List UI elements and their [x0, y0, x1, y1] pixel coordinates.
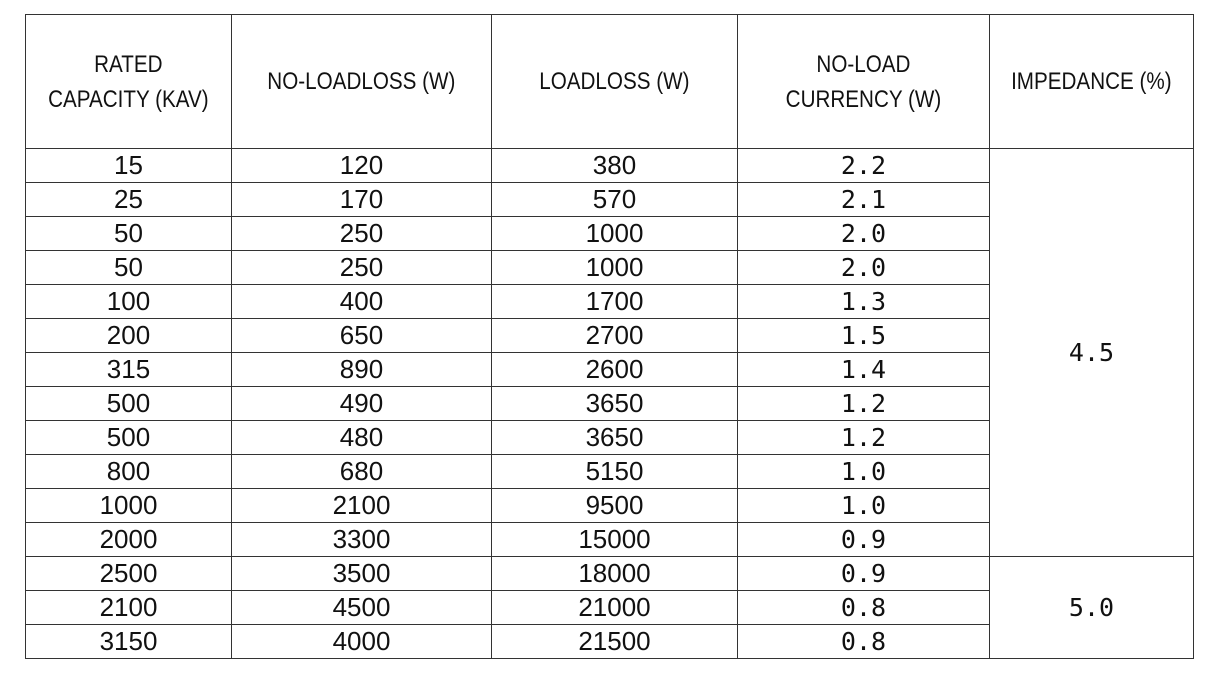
cell-no-load-currency: 0.8: [738, 591, 990, 625]
cell-no-load-currency: 1.2: [738, 421, 990, 455]
cell-rated-capacity: 800: [26, 455, 232, 489]
cell-load-loss: 570: [492, 183, 738, 217]
cell-no-load-loss: 120: [232, 149, 492, 183]
cell-load-loss: 15000: [492, 523, 738, 557]
cell-load-loss: 2600: [492, 353, 738, 387]
cell-no-load-currency: 2.2: [738, 149, 990, 183]
cell-no-load-currency: 0.8: [738, 625, 990, 659]
cell-load-loss: 380: [492, 149, 738, 183]
header-load-loss: LOADLOSS (W): [492, 15, 738, 149]
header-row: [26, 15, 1194, 149]
cell-no-load-loss: 480: [232, 421, 492, 455]
header-no-load-loss: NO-LOADLOSS (W): [232, 15, 492, 149]
table-body: [26, 149, 1194, 659]
cell-load-loss: 1000: [492, 217, 738, 251]
cell-no-load-currency: 1.3: [738, 285, 990, 319]
cell-rated-capacity: 25: [26, 183, 232, 217]
cell-load-loss: 2700: [492, 319, 738, 353]
cell-rated-capacity: 315: [26, 353, 232, 387]
cell-rated-capacity: 15: [26, 149, 232, 183]
cell-no-load-currency: 1.0: [738, 455, 990, 489]
cell-rated-capacity: 1000: [26, 489, 232, 523]
cell-rated-capacity: 500: [26, 421, 232, 455]
cell-no-load-loss: 490: [232, 387, 492, 421]
cell-impedance: 4.5: [990, 149, 1194, 557]
cell-no-load-currency: 2.0: [738, 217, 990, 251]
cell-rated-capacity: 100: [26, 285, 232, 319]
cell-rated-capacity: 500: [26, 387, 232, 421]
cell-no-load-loss: 4000: [232, 625, 492, 659]
cell-load-loss: 3650: [492, 387, 738, 421]
header-rated-capacity: RATED CAPACITY (KAV): [26, 15, 232, 149]
cell-load-loss: 21500: [492, 625, 738, 659]
transformer-spec-table: [25, 14, 1194, 659]
cell-no-load-loss: 250: [232, 217, 492, 251]
cell-no-load-loss: 890: [232, 353, 492, 387]
cell-no-load-currency: 1.4: [738, 353, 990, 387]
cell-no-load-currency: 1.5: [738, 319, 990, 353]
cell-load-loss: 1000: [492, 251, 738, 285]
cell-no-load-loss: 250: [232, 251, 492, 285]
cell-no-load-loss: 650: [232, 319, 492, 353]
cell-rated-capacity: 2000: [26, 523, 232, 557]
cell-load-loss: 21000: [492, 591, 738, 625]
cell-no-load-loss: 170: [232, 183, 492, 217]
cell-load-loss: 5150: [492, 455, 738, 489]
cell-no-load-currency: 2.1: [738, 183, 990, 217]
cell-no-load-loss: 680: [232, 455, 492, 489]
cell-load-loss: 9500: [492, 489, 738, 523]
header-impedance: IMPEDANCE (%): [990, 15, 1194, 149]
cell-no-load-loss: 4500: [232, 591, 492, 625]
cell-load-loss: 1700: [492, 285, 738, 319]
cell-rated-capacity: 2100: [26, 591, 232, 625]
cell-impedance: 5.0: [990, 557, 1194, 659]
cell-rated-capacity: 2500: [26, 557, 232, 591]
cell-load-loss: 18000: [492, 557, 738, 591]
cell-no-load-loss: 400: [232, 285, 492, 319]
cell-rated-capacity: 50: [26, 251, 232, 285]
cell-no-load-loss: 3300: [232, 523, 492, 557]
header-no-load-currency: NO-LOAD CURRENCY (W): [738, 15, 990, 149]
cell-no-load-currency: 1.0: [738, 489, 990, 523]
cell-no-load-loss: 3500: [232, 557, 492, 591]
cell-rated-capacity: 200: [26, 319, 232, 353]
cell-no-load-currency: 1.2: [738, 387, 990, 421]
cell-no-load-currency: 0.9: [738, 523, 990, 557]
cell-rated-capacity: 3150: [26, 625, 232, 659]
cell-no-load-currency: 0.9: [738, 557, 990, 591]
cell-rated-capacity: 50: [26, 217, 232, 251]
cell-no-load-currency: 2.0: [738, 251, 990, 285]
cell-load-loss: 3650: [492, 421, 738, 455]
cell-no-load-loss: 2100: [232, 489, 492, 523]
table-row: [26, 149, 1194, 183]
table-row: [26, 557, 1194, 591]
